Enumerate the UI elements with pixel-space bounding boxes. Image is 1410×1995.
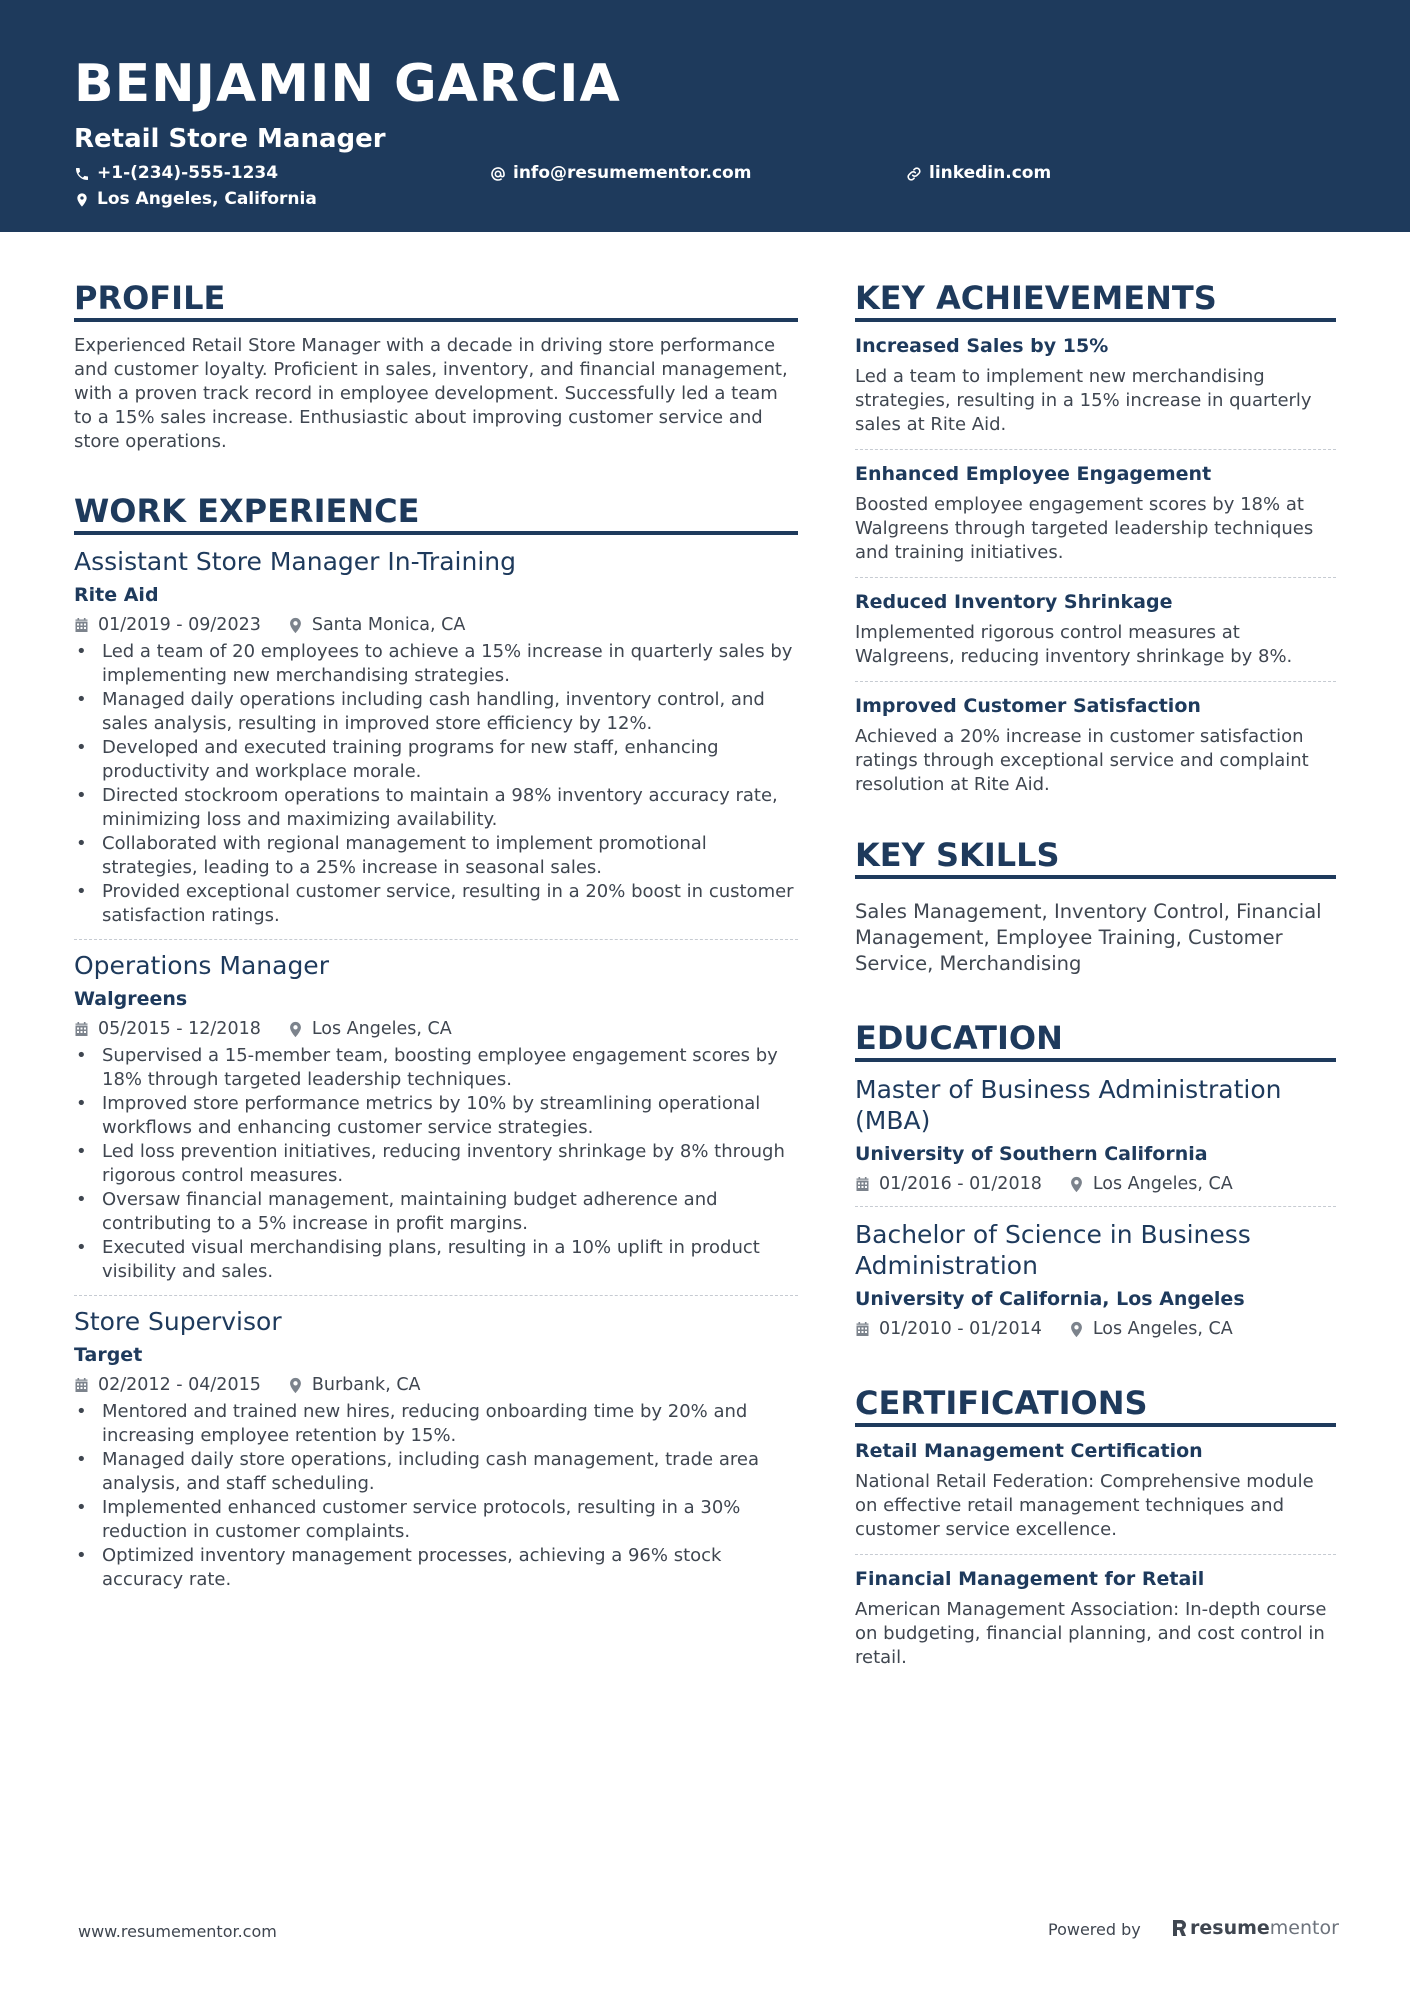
contact-phone[interactable]: [74, 165, 278, 182]
calendar-icon: [74, 1021, 89, 1037]
achievement-desc: Achieved a 20% increase in customer satisfaction ratings through exceptional service and complaint resolution at Rite Aid.: [855, 726, 1309, 795]
job-dates: 02/2012 - 04/2015: [98, 1375, 261, 1395]
contact-linkedin[interactable]: [906, 165, 1051, 182]
job-bullets: [74, 1400, 798, 1592]
job-meta: [74, 613, 798, 637]
phone-text: +1-(234)-555-1234: [97, 163, 279, 183]
bullet-item: • Developed and executed training programs for new staff, enhancing productivity and workplace morale.: [74, 736, 798, 784]
candidate-role: Retail Store Manager: [74, 124, 386, 154]
bullet-item: • Optimized inventory management processes, achieving a 96% stock accuracy rate.: [74, 1544, 798, 1592]
achievements-title: KEY ACHIEVEMENTS: [855, 280, 1336, 322]
degree-title: Bachelor of Science in Business Administration: [855, 1220, 1251, 1280]
job-entry: [74, 951, 798, 1284]
job-bullets: [74, 1044, 798, 1284]
profile-title: PROFILE: [74, 280, 798, 322]
phone-icon: [74, 166, 90, 182]
link-icon: [906, 166, 922, 182]
job-meta: [74, 1373, 798, 1397]
powered-by-label: Powered by: [1048, 1920, 1141, 1939]
experience-section: [74, 493, 798, 1592]
brand-logo[interactable]: [1171, 1916, 1339, 1940]
right-column: [855, 280, 1336, 1670]
education-location-text: Los Angeles, CA: [1092, 1319, 1233, 1339]
skills-text: Sales Management, Inventory Control, Financial Management, Employee Training, Customer Service, Merchandising: [855, 900, 1322, 975]
contact-location: [74, 191, 317, 208]
education-dates: 01/2010 - 01/2014: [879, 1319, 1042, 1339]
education-item: [855, 1074, 1336, 1196]
bullet-item: • Improved store performance metrics by 10% by streamlining operational workflows and enhancing customer service strategies.: [74, 1092, 798, 1140]
bullet-item: • Executed visual merchandising plans, resulting in a 10% uplift in product visibility and sales.: [74, 1236, 798, 1284]
achievement-desc: Implemented rigorous control measures at Walgreens, reducing inventory shrinkage by 8%.: [855, 622, 1293, 667]
job-dates: 01/2019 - 09/2023: [98, 615, 261, 635]
brand-name-bold: resume: [1190, 1917, 1270, 1939]
achievement-title: Improved Customer Satisfaction: [855, 695, 1201, 717]
job-location: [289, 1017, 452, 1041]
divider: [855, 1206, 1336, 1207]
resumementor-logo-icon: [1171, 1919, 1187, 1937]
contact-email[interactable]: [490, 165, 751, 182]
certification-item: [855, 1567, 1336, 1670]
job-title: Store Supervisor: [74, 1307, 282, 1336]
profile-section: [74, 280, 798, 454]
education-meta: [855, 1317, 1336, 1341]
bullet-item: • Collaborated with regional management to implement promotional strategies, leading to a 25% increase in seasonal sales.: [74, 832, 798, 880]
linkedin-text: linkedin.com: [929, 163, 1052, 183]
location-pin-icon: [74, 192, 90, 208]
job-company: Target: [74, 1344, 143, 1366]
left-column: [74, 280, 798, 1592]
achievement-title: Reduced Inventory Shrinkage: [855, 591, 1173, 613]
location-pin-icon: [1070, 1321, 1083, 1338]
candidate-name: BENJAMIN GARCIA: [74, 54, 621, 114]
location-pin-icon: [289, 617, 302, 634]
divider: [74, 1295, 798, 1296]
job-bullets: [74, 640, 798, 928]
school-name: University of Southern California: [855, 1143, 1208, 1165]
calendar-icon: [74, 617, 89, 633]
certification-desc: National Retail Federation: Comprehensive module on effective retail management techniques and customer service excellence.: [855, 1471, 1314, 1540]
achievement-item: [855, 334, 1336, 437]
education-item: [855, 1219, 1336, 1341]
achievement-item: [855, 694, 1336, 797]
bullet-item: • Provided exceptional customer service, resulting in a 20% boost in customer satisfaction ratings.: [74, 880, 798, 928]
skills-section: [855, 837, 1336, 977]
education-location: [1070, 1317, 1233, 1341]
job-location-text: Santa Monica, CA: [311, 615, 466, 635]
brand-name-light: mentor: [1269, 1917, 1339, 1939]
job-meta: [74, 1017, 798, 1041]
bullet-item: • Directed stockroom operations to maintain a 98% inventory accuracy rate, minimizing loss and maximizing availability.: [74, 784, 798, 832]
resume-header: [0, 0, 1410, 232]
bullet-item: • Supervised a 15-member team, boosting employee engagement scores by 18% through targeted leadership techniques.: [74, 1044, 798, 1092]
profile-text: Experienced Retail Store Manager with a decade in driving store performance and customer loyalty. Proficient in sales, inventory, and financial management, with a proven track record in employee development. Successfully led a team to a 15% sales increase. Enthusiastic about improving customer service and store operations.: [74, 335, 788, 452]
experience-title: WORK EXPERIENCE: [74, 493, 798, 535]
bullet-item: • Managed daily store operations, including cash management, trade area analysis, and staff scheduling.: [74, 1448, 798, 1496]
education-location: [1070, 1172, 1233, 1196]
footer-url[interactable]: www.resumementor.com: [78, 1922, 277, 1941]
job-entry: [74, 1307, 798, 1592]
divider: [855, 449, 1336, 450]
job-location: [289, 1373, 421, 1397]
bullet-item: • Managed daily operations including cash handling, inventory control, and sales analysis, resulting in improved store efficiency by 12%.: [74, 688, 798, 736]
at-sign-icon: [490, 166, 506, 182]
achievement-desc: Boosted employee engagement scores by 18% at Walgreens through targeted leadership techniques and training initiatives.: [855, 494, 1314, 563]
education-location-text: Los Angeles, CA: [1092, 1174, 1233, 1194]
job-location-text: Burbank, CA: [311, 1375, 421, 1395]
divider: [855, 681, 1336, 682]
skills-title: KEY SKILLS: [855, 837, 1336, 879]
divider: [74, 939, 798, 940]
job-entry: [74, 547, 798, 928]
achievement-item: [855, 462, 1336, 565]
job-location-text: Los Angeles, CA: [311, 1019, 452, 1039]
calendar-icon: [74, 1377, 89, 1393]
bullet-item: • Oversaw financial management, maintaining budget adherence and contributing to a 5% increase in profit margins.: [74, 1188, 798, 1236]
certifications-title: CERTIFICATIONS: [855, 1385, 1336, 1427]
certification-item: [855, 1439, 1336, 1542]
achievement-title: Increased Sales by 15%: [855, 335, 1109, 357]
divider: [855, 577, 1336, 578]
bullet-item: • Led a team of 20 employees to achieve a 15% increase in quarterly sales by implementing new merchandising strategies.: [74, 640, 798, 688]
certification-title: Retail Management Certification: [855, 1440, 1203, 1462]
email-text: info@resumementor.com: [513, 163, 752, 183]
job-title: Assistant Store Manager In-Training: [74, 547, 516, 576]
certification-desc: American Management Association: In-depth course on budgeting, financial planning, and cost control in retail.: [855, 1599, 1327, 1668]
achievements-section: [855, 280, 1336, 797]
location-pin-icon: [289, 1377, 302, 1394]
degree-title: Master of Business Administration (MBA): [855, 1075, 1282, 1135]
job-dates: 05/2015 - 12/2018: [98, 1019, 261, 1039]
location-text: Los Angeles, California: [97, 189, 317, 209]
certifications-section: [855, 1385, 1336, 1670]
achievement-item: [855, 590, 1336, 669]
education-dates: 01/2016 - 01/2018: [879, 1174, 1042, 1194]
bullet-item: • Led loss prevention initiatives, reducing inventory shrinkage by 8% through rigorous control measures.: [74, 1140, 798, 1188]
divider: [855, 1554, 1336, 1555]
achievement-desc: Led a team to implement new merchandising strategies, resulting in a 15% increase in quarterly sales at Rite Aid.: [855, 366, 1312, 435]
education-title: EDUCATION: [855, 1020, 1336, 1062]
education-section: [855, 1020, 1336, 1341]
location-pin-icon: [1070, 1176, 1083, 1193]
achievement-title: Enhanced Employee Engagement: [855, 463, 1212, 485]
education-meta: [855, 1172, 1336, 1196]
calendar-icon: [855, 1321, 870, 1337]
job-location: [289, 613, 466, 637]
bullet-item: • Mentored and trained new hires, reducing onboarding time by 20% and increasing employee retention by 15%.: [74, 1400, 798, 1448]
calendar-icon: [855, 1176, 870, 1192]
job-company: Walgreens: [74, 988, 188, 1010]
bullet-item: • Implemented enhanced customer service protocols, resulting in a 30% reduction in customer complaints.: [74, 1496, 798, 1544]
certification-title: Financial Management for Retail: [855, 1568, 1205, 1590]
school-name: University of California, Los Angeles: [855, 1288, 1245, 1310]
job-company: Rite Aid: [74, 584, 159, 606]
location-pin-icon: [289, 1021, 302, 1038]
job-title: Operations Manager: [74, 951, 329, 980]
